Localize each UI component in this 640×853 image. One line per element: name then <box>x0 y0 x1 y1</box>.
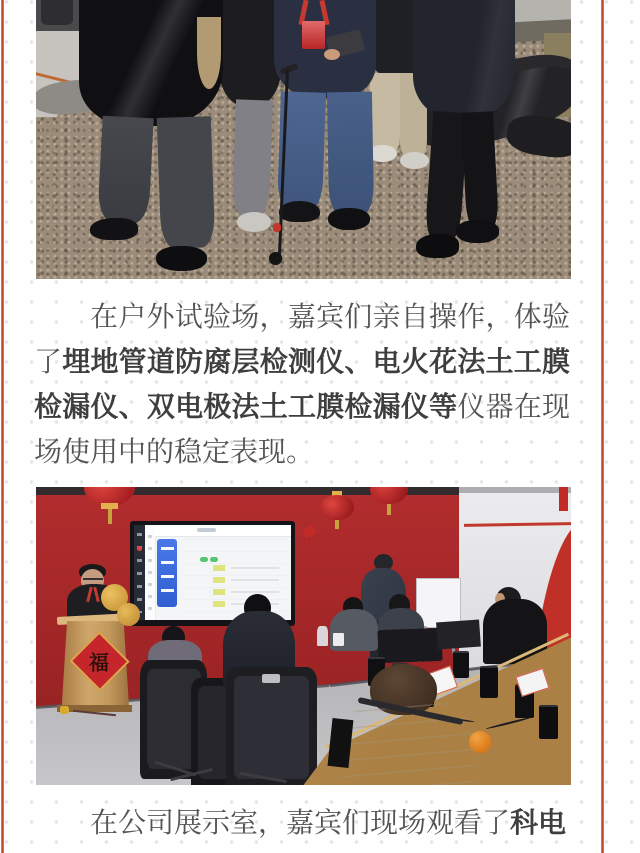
emphasis-text: 埋地管道防腐层检测仪、电火花法土工膜检漏仪、双电极法土工膜检漏仪等 <box>34 346 570 422</box>
equipment-case-1 <box>378 627 443 662</box>
podium-base <box>57 705 132 712</box>
red-lantern-small <box>320 491 355 527</box>
visitor-leather-leg-right <box>157 116 215 249</box>
operator-hand <box>324 49 340 60</box>
lantern-tassel <box>108 509 112 524</box>
lantern-body <box>320 495 355 520</box>
visitor-navy-coat <box>413 0 515 117</box>
chair-mesh <box>234 676 309 780</box>
visitor-leather-shoe-left <box>90 218 138 240</box>
visitor-navy-shoe-left <box>416 234 459 258</box>
probe-ball-tip <box>269 252 281 264</box>
lantern-body <box>370 487 407 504</box>
paragraph-outdoor-experience <box>34 294 570 474</box>
knot-tassel <box>308 537 310 546</box>
chair-tag <box>262 674 280 682</box>
visitor-leather-shoe-right <box>156 246 207 271</box>
speaker-glasses <box>83 578 103 581</box>
black-tarp-edge <box>504 112 571 161</box>
gold-decoration-ball-2 <box>117 603 139 626</box>
lantern-tassel <box>387 504 391 515</box>
visitor-leather-shirt <box>197 17 221 90</box>
left-accent-line <box>1 0 4 853</box>
red-lantern-large <box>84 487 135 517</box>
sidebar-icons <box>137 533 143 613</box>
fu-character: 福 <box>89 651 110 676</box>
operator-shoe-left <box>279 201 319 222</box>
red-ground-marker <box>273 223 281 231</box>
photo-showroom-presentation[interactable] <box>36 487 571 785</box>
visitor-khaki-leg-left <box>370 73 399 151</box>
yellow-floor-object <box>60 706 69 714</box>
screen-topbar <box>155 525 291 536</box>
body-text: 仪器在现场使用中的稳定表现。 <box>34 391 570 467</box>
red-knot-decoration <box>302 526 315 547</box>
water-bottle <box>317 626 328 647</box>
body-text: 在户外试验场，嘉宾们亲自操作，体验了 <box>34 301 570 377</box>
lantern-tassel <box>335 520 338 529</box>
operator-jeans-right <box>326 92 374 216</box>
emphasis-text: 科电 <box>510 807 567 838</box>
visitor-back-coat <box>218 0 282 106</box>
menu-items <box>161 547 174 602</box>
visitor-navy-leg-right <box>461 111 499 230</box>
red-lantern-partial <box>370 487 407 514</box>
body-text: 在公司展示室，嘉宾们现场观看了 <box>90 807 511 838</box>
instrument-device-4 <box>453 651 469 678</box>
screen-logo-text <box>197 528 216 532</box>
visitor-navy-shoe-right <box>456 220 499 242</box>
visitor-back-shoe <box>237 212 272 232</box>
record-dot-icon <box>137 546 143 551</box>
right-accent-line <box>601 0 604 853</box>
paper-cup <box>333 633 344 646</box>
rail-avatars <box>148 535 153 613</box>
visitor-leather-leg-left <box>97 116 153 225</box>
status-pill-green-2 <box>210 557 218 562</box>
visitor-back-leg <box>232 100 274 218</box>
parked-vehicle-dark <box>41 0 73 25</box>
paragraph-showroom-visit <box>34 800 570 845</box>
photo-outdoor-field-test[interactable] <box>36 0 571 279</box>
ceiling-strip-white <box>459 487 571 493</box>
screen-menu-panel <box>157 539 177 607</box>
instrument-device-7 <box>539 705 558 740</box>
red-hanging-bit <box>559 487 568 511</box>
instrument-device-5 <box>480 666 498 698</box>
id-badge <box>302 21 324 49</box>
equipment-case-2 <box>436 620 481 650</box>
yellow-cell-stack <box>213 565 226 609</box>
office-chair-center <box>226 667 317 785</box>
operator-shoe-right <box>328 208 371 230</box>
status-pill-green-1 <box>200 557 208 562</box>
visitor-khaki-shoe-right <box>400 152 429 169</box>
